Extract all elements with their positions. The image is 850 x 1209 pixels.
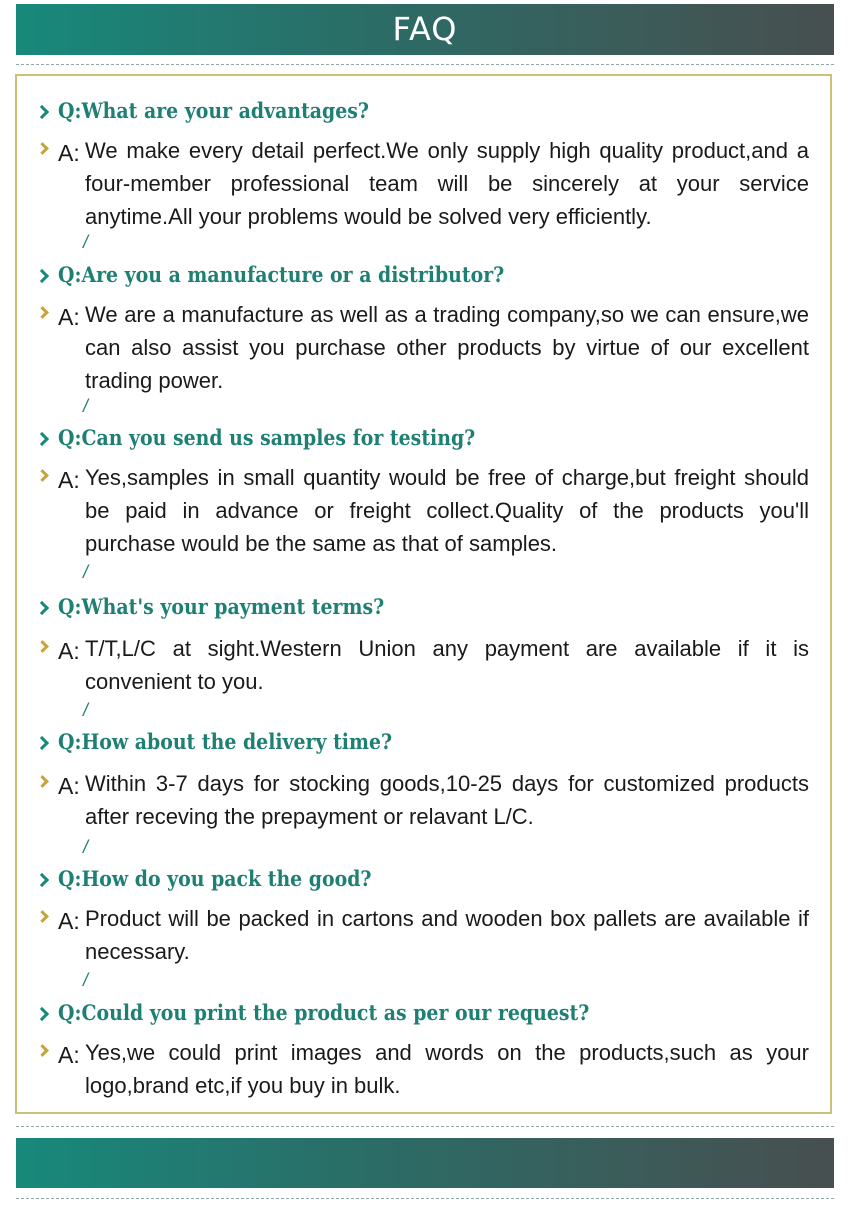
answer-label: A: (58, 638, 80, 664)
answer-label: A: (58, 1042, 80, 1068)
answer-text: T/T,L/C at sight.Western Union any payment are available if it is convenient to you. (85, 636, 809, 694)
divider (16, 1198, 834, 1199)
page-title: FAQ (392, 10, 458, 48)
answer-text: Yes,samples in small quantity would be free of charge,but freight should be paid in advance or freight collect.Quality of the products you'll purchase would be the same as that of samples. (85, 465, 809, 556)
separator-mark: / (83, 837, 89, 857)
divider (16, 64, 834, 65)
faq-header-banner (16, 4, 834, 55)
question-text: Q:How do you pack the good? (58, 866, 372, 891)
separator-mark: / (83, 232, 89, 252)
divider (16, 1126, 834, 1127)
answer-label: A: (58, 773, 80, 799)
answer-text: Within 3-7 days for stocking goods,10-25 days for customized products after receving the prepayment or relavant L/C. (85, 771, 809, 829)
footer-banner (16, 1138, 834, 1188)
answer-text: We make every detail perfect.We only supply high quality product,and a four-member professional team will be sincerely at your service anytime.All your problems would be solved very efficiently. (85, 138, 809, 229)
question-text: Q:Are you a manufacture or a distributor? (58, 262, 505, 287)
question-text: Q:What are your advantages? (58, 98, 370, 123)
answer-label: A: (58, 140, 80, 166)
separator-mark: / (83, 562, 89, 582)
question-text: Q:What's your payment terms? (58, 594, 385, 619)
answer-label: A: (58, 908, 80, 934)
question-text: Q:Can you send us samples for testing? (58, 425, 476, 450)
answer-label: A: (58, 467, 80, 493)
separator-mark: / (83, 970, 89, 990)
separator-mark: / (83, 700, 89, 720)
question-text: Q:How about the delivery time? (58, 729, 393, 754)
answer-label: A: (58, 304, 80, 330)
question-text: Q:Could you print the product as per our request? (58, 1000, 590, 1025)
separator-mark: / (83, 396, 89, 416)
answer-text: We are a manufacture as well as a trading company,so we can ensure,we can also assist you purchase other products by virtue of our excellent trading power. (85, 302, 809, 393)
answer-text: Product will be packed in cartons and wooden box pallets are available if necessary. (85, 906, 809, 964)
answer-text: Yes,we could print images and words on the products,such as your logo,brand etc,if you buy in bulk. (85, 1040, 809, 1098)
